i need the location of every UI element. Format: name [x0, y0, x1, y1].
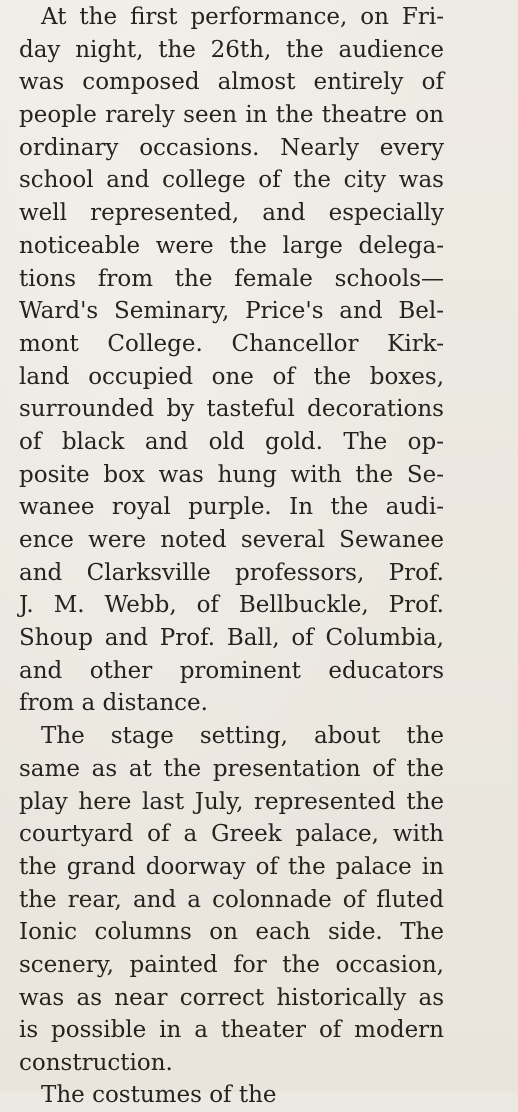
- text-line: The stage setting, about the: [41, 723, 444, 750]
- paragraph-stage-setting: [19, 720, 444, 1080]
- text-line: wanee royal purple. In the audi-: [19, 494, 444, 521]
- text-line: was composed almost entirely of: [19, 69, 444, 96]
- text-line: Ionic columns on each side. The: [19, 919, 444, 946]
- text-line: day night, the 26th, the audience: [19, 36, 444, 63]
- text-line: surrounded by tasteful decorations: [19, 396, 444, 423]
- text-line: and other prominent educators: [19, 657, 444, 684]
- text-line: was as near correct historically as: [19, 984, 444, 1011]
- text-line: noticeable were the large delega-: [19, 232, 444, 259]
- text-line: courtyard of a Greek palace, with: [19, 821, 444, 848]
- text-line: school and college of the city was: [19, 167, 444, 194]
- paragraph-first-performance: [19, 1, 444, 720]
- text-line: mont College. Chancellor Kirk-: [19, 330, 444, 357]
- text-line: well represented, and especially: [19, 200, 444, 227]
- article-column: [19, 0, 444, 1080]
- cutoff-line-partial: [19, 1081, 444, 1108]
- text-line: is possible in a theater of modern: [19, 1017, 444, 1044]
- text-line: the grand doorway of the palace in: [19, 853, 444, 880]
- text-line: At the first performance, on Fri-: [41, 4, 444, 30]
- text-line: and Clarksville professors, Prof.: [19, 559, 444, 586]
- text-line: the rear, and a colonnade of fluted: [19, 886, 444, 913]
- text-line: people rarely seen in the theatre on: [19, 102, 444, 129]
- cutoff-line-text: The costumes of the: [41, 1082, 277, 1108]
- text-line: scenery, painted for the occasion,: [19, 951, 444, 978]
- text-line: Ward's Seminary, Price's and Bel-: [19, 298, 444, 325]
- text-line: tions from the female schools—: [19, 265, 444, 292]
- text-line: same as at the presentation of the: [19, 755, 444, 782]
- text-line: from a distance.: [19, 690, 208, 717]
- text-line: land occupied one of the boxes,: [19, 363, 444, 390]
- text-line: ence were noted several Sewanee: [19, 527, 444, 553]
- text-line: posite box was hung with the Se-: [19, 461, 444, 488]
- text-line: Shoup and Prof. Ball, of Columbia,: [19, 625, 444, 652]
- text-line: J. M. Webb, of Bellbuckle, Prof.: [19, 592, 444, 619]
- text-line: ordinary occasions. Nearly every: [19, 134, 444, 161]
- text-line: play here last July, represented the: [19, 788, 444, 815]
- text-line: of black and old gold. The op-: [19, 428, 444, 455]
- text-line: construction.: [19, 1050, 173, 1076]
